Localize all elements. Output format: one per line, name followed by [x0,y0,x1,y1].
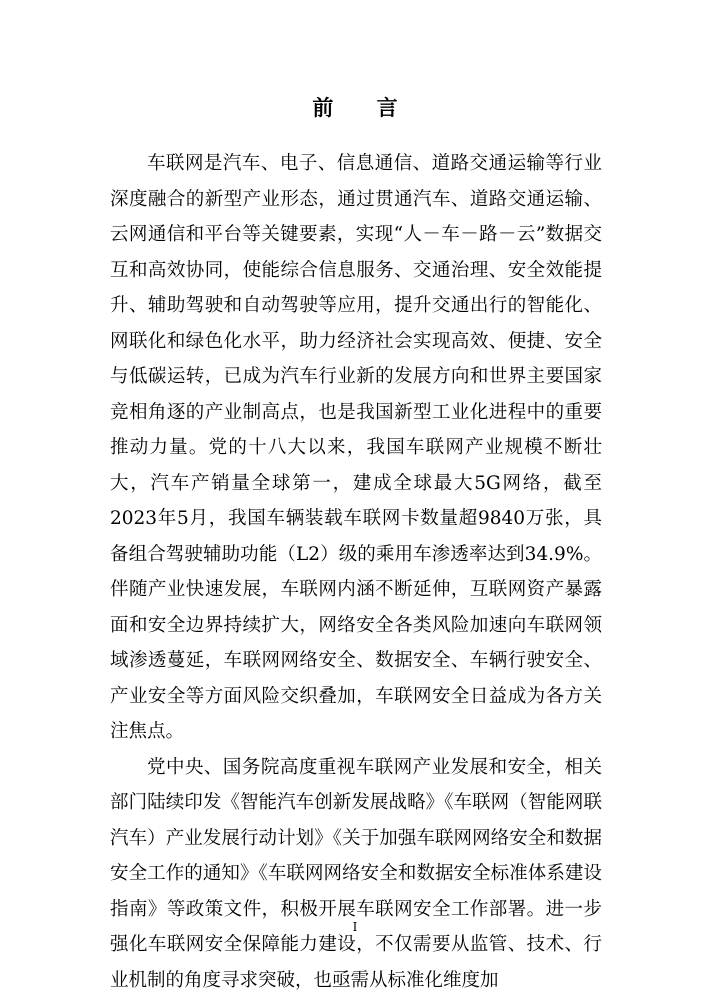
paragraph-intro: 车联网是汽车、电子、信息通信、道路交通运输等行业深度融合的新型产业形态，通过贯通汽车、道路交通运输、云网通信和平台等关键要素，实现“人－车－路－云”数据交互和高效协同，使能综合信息服务、交通治理、安全效能提升、辅助驾驶和自动驾驶等应用，提升交通出行的智能化、网联化和绿色化水平，助力经济社会实现高效、便捷、安全与低碳运转，已成为汽车行业新的发展方向和世界主要国家竞相角逐的产业制高点，也是我国新型工业化进程中的重要推动力量。党的十八大以来，我国车联网产业规模不断壮大，汽车产销量全球第一，建成全球最大5G网络，截至2023年5月，我国车辆装载车联网卡数量超9840万张，具备组合驾驶辅助功能（L2）级的乘用车渗透率达到34.9%。伴随产业快速发展，车联网内涵不断延伸，互联网资产暴露面和安全边界持续扩大，网络安全各类风险加速向车联网领域渗透蔓延，车联网网络安全、数据安全、车辆行驶安全、产业安全等方面风险交织叠加，车联网安全日益成为各方关注焦点。 [110,153,602,742]
page-title: 前 言 [312,96,416,120]
page-number: I [352,920,358,934]
document-body [110,146,602,998]
paragraph-policy: 党中央、国务院高度重视车联网产业发展和安全，相关部门陆续印发《智能汽车创新发展战略》《车联网（智能网联汽车）产业发展行动计划》《关于加强车联网网络安全和数据安全工作的通知》《车联网网络安全和数据安全标准体系建设指南》等政策文件，积极开展车联网安全工作部署。进一步强化车联网安全保障能力建设，不仅需要从监管、技术、行业机制的角度寻求突破，也亟需从标准化维度加 [110,756,602,991]
